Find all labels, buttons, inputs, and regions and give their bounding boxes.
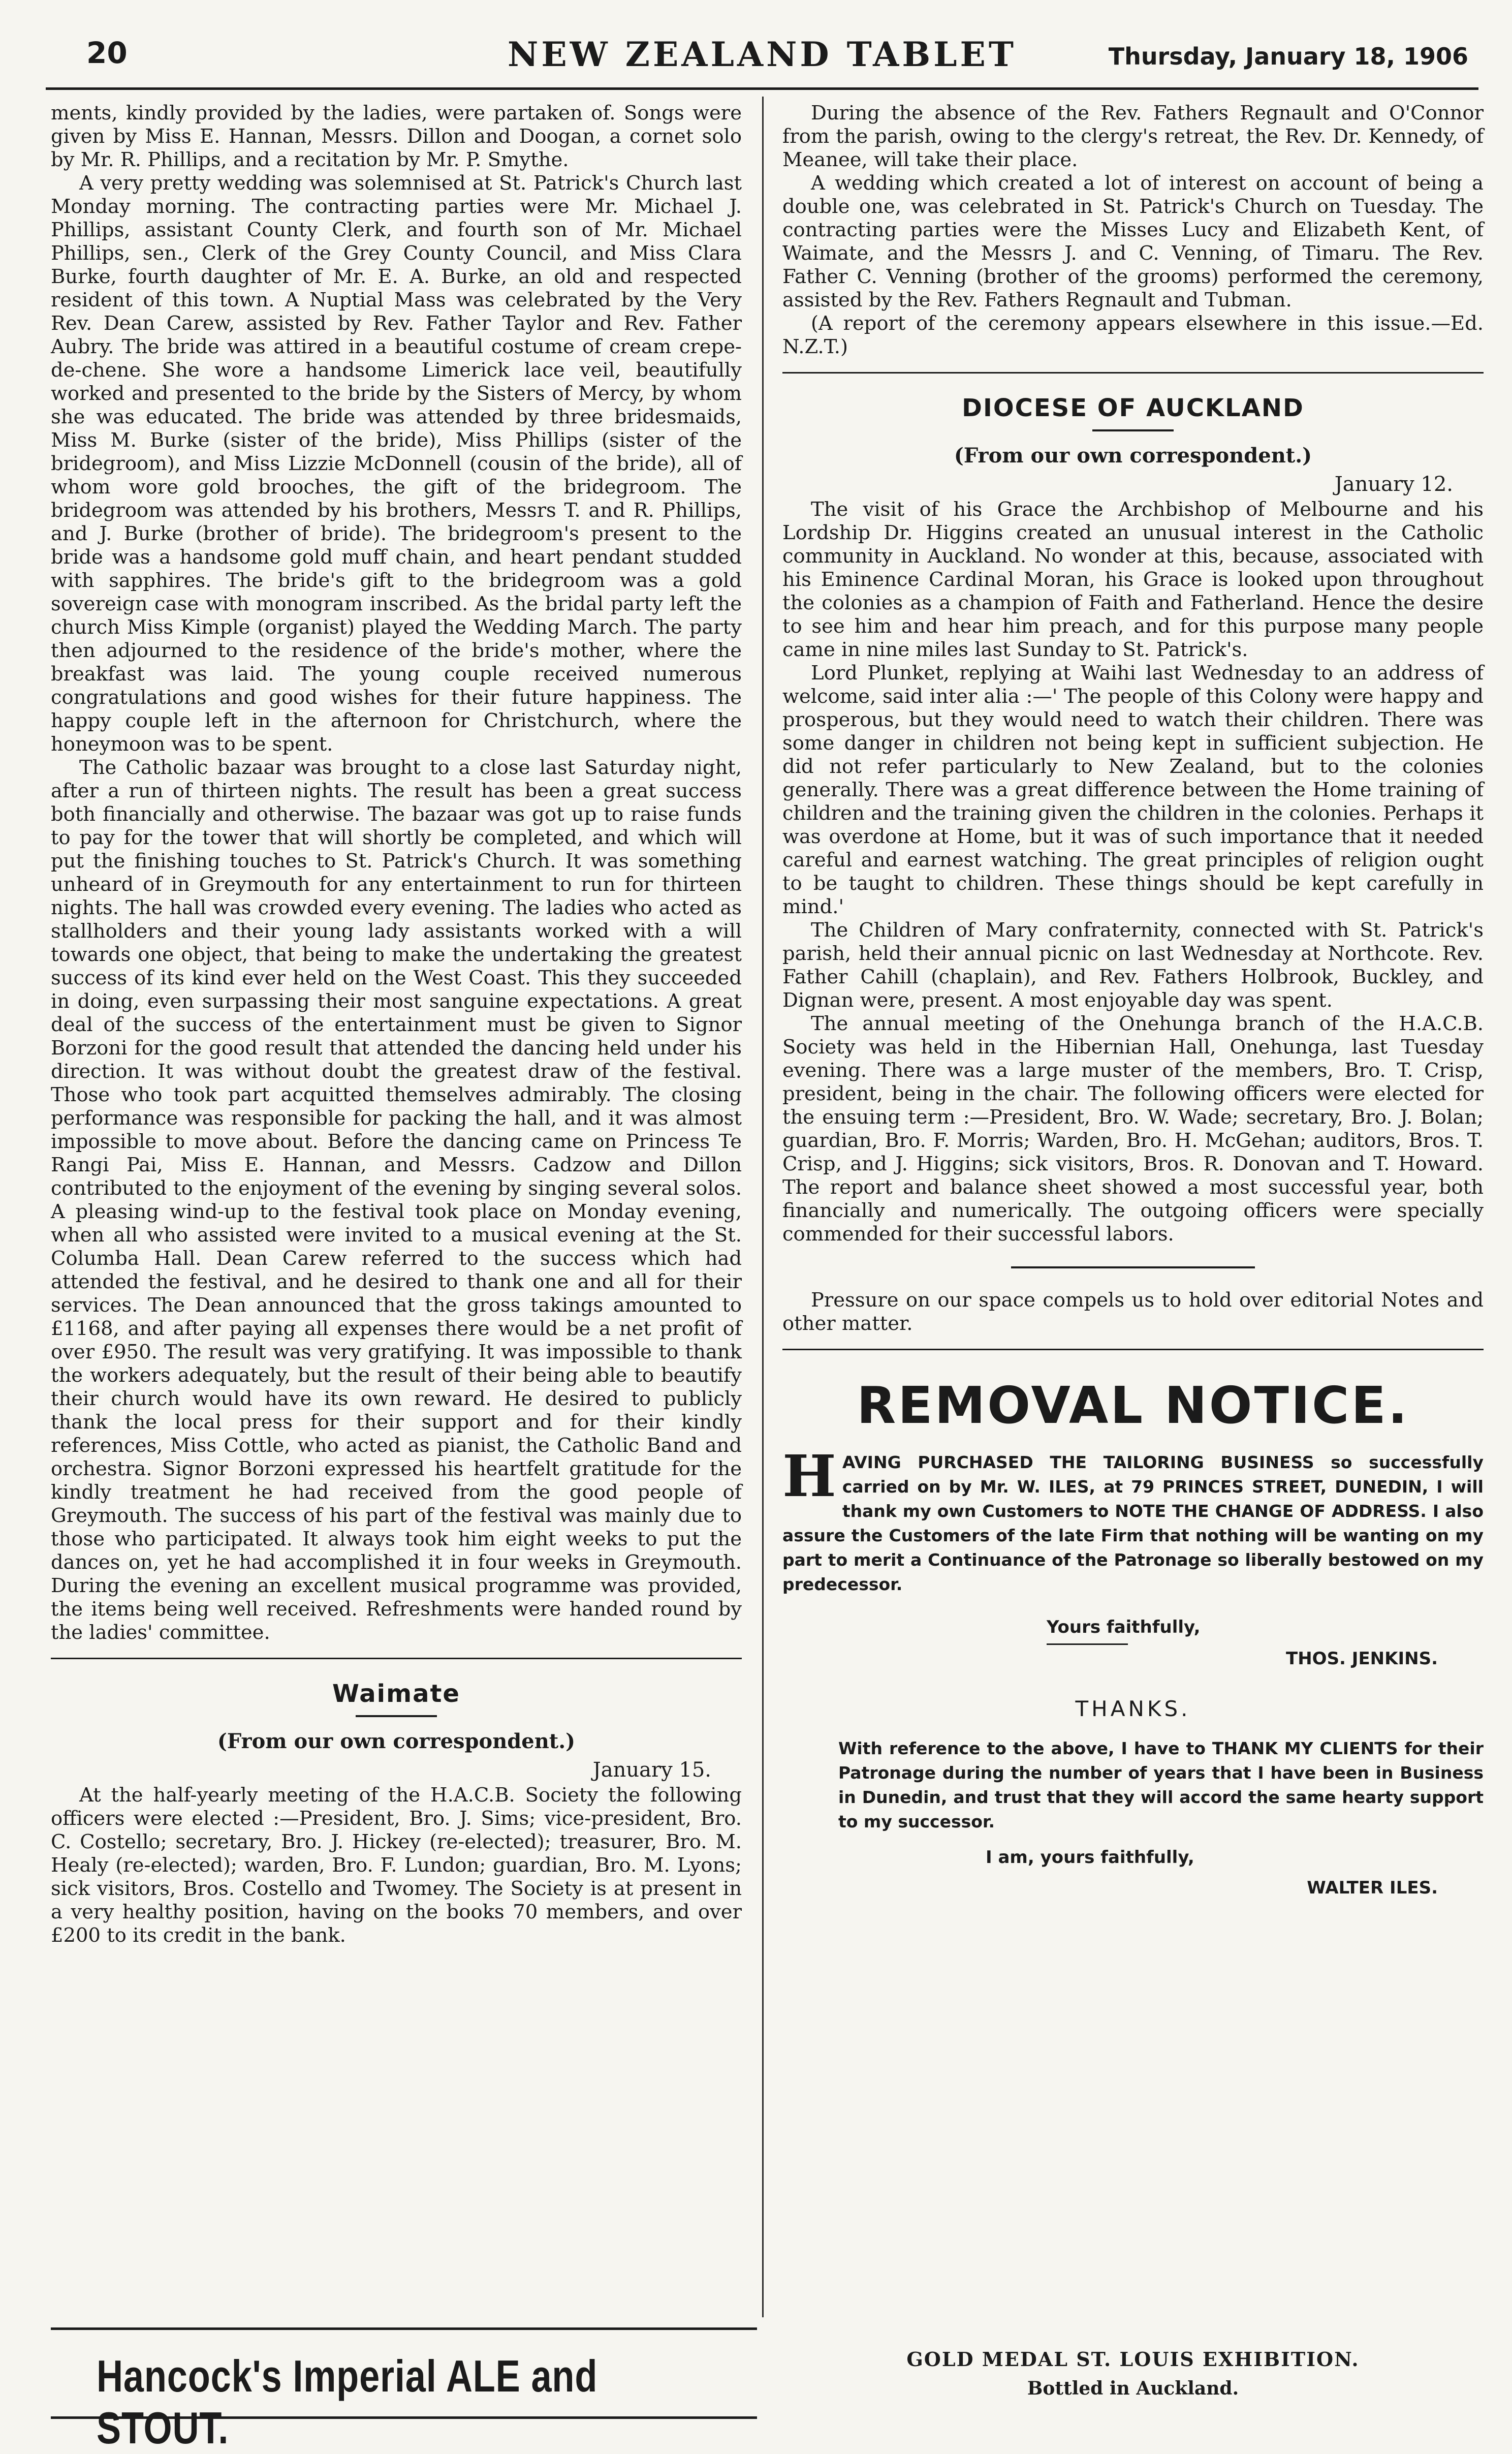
- bottling-line: Bottled in Auckland.: [1027, 2378, 1239, 2399]
- signature-jenkins: THOS. JENKINS.: [1286, 1649, 1438, 1669]
- article-paragraph: ments, kindly provided by the ladies, were partaken of. Songs were given by Miss E. Hannan, Messrs. Dillon and Doogan, a cornet solo by Mr. R. Phillips, and a recitation by Mr. P. Smythe.: [51, 102, 742, 171]
- article-paragraph: The visit of his Grace the Archbishop of Melbourne and his Lordship Dr. Higgins created an unusual interest in the Catholic community in Auckland. No wonder at this, because, associated with his Eminence Cardinal Moran, his Grace is looked upon throughout the colonies as a champion of Faith and Fatherland. Hence the desire to see him and hear him preach, and for this purpose many people came in nine miles last Sunday to St. Patrick's.: [782, 498, 1484, 661]
- thanks-closing: I am, yours faithfully,: [986, 1847, 1194, 1868]
- masthead: [46, 32, 1478, 90]
- left-column: [51, 102, 742, 1947]
- signature-row: [782, 1640, 1484, 1676]
- thanks-body: With reference to the above, I have to THANK MY CLIENTS for their Patronage during the number of years that I have been in Business in Dunedin, and trust that they will accord the same hearty support to my successor.: [838, 1738, 1484, 1831]
- section-rule: [1011, 1266, 1255, 1268]
- right-column: [782, 102, 1484, 1898]
- issue-date: Thursday, January 18, 1906: [1108, 43, 1468, 70]
- heading-rule: [1092, 429, 1174, 431]
- section-rule: [51, 1658, 742, 1659]
- signature-rule: [1047, 1643, 1128, 1645]
- article-paragraph: A very pretty wedding was solemnised at St. Patrick's Church last Monday morning. The contracting parties were Mr. Michael J. Phillips, assistant County Clerk, and fourth son of Mr. Michael Phillips, sen., Clerk of the Grey County Council, and Miss Clara Burke, fourth daughter of Mr. E. A. Burke, an old and respected resident of this town. A Nuptial Mass was celebrated by the Very Rev. Dean Carew, assisted by Rev. Father Taylor and Rev. Father Aubry. The bride was attired in a beautiful costume of cream crepe-de-chene. She wore a handsome Limerick lace veil, beautifully worked and presented to the bride by the Sisters of Mercy, by whom she was educated. The bride was attended by three bridesmaids, Miss M. Burke (sister of the bride), Miss Phillips (sister of the bridegroom), and Miss Lizzie McDonnell (cousin of the bride), all of whom wore gold brooches, the gift of the bridegroom. The bridegroom was attended by his brothers, Messrs T. and R. Phillips, and J. Burke (brother of bride). The bridegroom's present to the bride was a handsome gold muff chain, and heart pendant studded with sapphires. The bride's gift to the bridegroom was a gold sovereign case with monogram inscribed. As the bridal party left the church Miss Kimple (organist) played the Wedding March. The party then adjourned to the residence of the bride's mother, where the breakfast was laid. The young couple received numerous congratulations and good wishes for their future happiness. The happy couple left in the afternoon for Christchurch, where the honeymoon was to be spent.: [51, 172, 742, 756]
- section-rule: [782, 1349, 1484, 1350]
- page-number: 20: [86, 36, 128, 70]
- ale-advertisement: [51, 2327, 757, 2453]
- removal-notice-body: [782, 1443, 1484, 1597]
- drop-cap: H: [782, 1443, 836, 1510]
- closing-line: Yours faithfully,: [1047, 1617, 1201, 1637]
- auckland-dateline: January 12.: [1334, 473, 1453, 496]
- article-paragraph: A wedding which created a lot of interest on account of being a double one, was celebrated in St. Patrick's Church on Tuesday. The contracting parties were the Misses Lucy and Elizabeth Kent, of Waimate, and the Messrs J. and C. Venning, of Timaru. The Rev. Father C. Venning (brother of the grooms) performed the ceremony, assisted by the Rev. Fathers Regnault and Tubman.: [782, 172, 1484, 312]
- ale-advertisement-text: Hancock's Imperial ALE and STOUT.: [97, 2351, 598, 2453]
- article-paragraph: During the absence of the Rev. Fathers Regnault and O'Connor from the parish, owing to the clergy's retreat, the Rev. Dr. Kennedy, of Meanee, will take their place.: [782, 102, 1484, 171]
- section-rule: [782, 372, 1484, 374]
- signature-iles: WALTER ILES.: [1307, 1878, 1438, 1898]
- removal-notice: [782, 1376, 1484, 1898]
- auckland-correspondent: (From our own correspondent.): [954, 444, 1312, 468]
- article-paragraph: The Catholic bazaar was brought to a close last Saturday night, after a run of thirteen nights. The result has been a great success both financially and otherwise. The bazaar was got up to raise funds to pay for the tower that will shortly be completed, and which will put the finishing touches to St. Patrick's Church. It was something unheard of in Greymouth for any entertainment to run for thirteen nights. The hall was crowded every evening. The ladies who acted as stallholders and their young lady assistants worked with a will towards one object, that being to make the undertaking the greatest success of its kind ever held on the West Coast. This they succeeded in doing, even surpassing their most sanguine expectations. A great deal of the success of the entertainment must be given to Signor Borzoni for the good result that attended the dancing held under his direction. It was without doubt the greatest draw of the festival. Those who took part acquitted themselves admirably. The closing performance was responsible for packing the hall, and it was almost impossible to move about. Before the dancing came on Princess Te Rangi Pai, Miss E. Hannan, and Messrs. Cadzow and Dillon contributed to the enjoyment of the evening by singing several solos. A pleasing wind-up to the festival took place on Monday evening, when all who assisted were invited to a musical evening at the St. Columba Hall. Dean Carew referred to the success which had attended the festival, and he desired to thank one and all for their services. The Dean announced that the gross takings amounted to £1168, and after paying all expenses there would be a net profit of over £950. The result was very gratifying. It was impossible to thank the workers adequately, but the result of their being able to beautify their church would have its own reward. He desired to publicly thank the local press for their support and for their kindly references, Miss Cottle, who acted as pianist, the Catholic Band and orchestra. Signor Borzoni expressed his heartfelt gratitude for the kindly treatment he had received from the good people of Greymouth. The success of his part of the festival was mainly due to those who participated. It always took him eight weeks to put the dances on, yet he had accomplished it in four weeks in Greymouth. During the evening an excellent musical programme was provided, the items being well received. Refreshments were handed round by the ladies' committee.: [51, 756, 742, 1644]
- waimate-dateline: January 15.: [592, 1758, 711, 1782]
- article-paragraph: The annual meeting of the Onehunga branch of the H.A.C.B. Society was held in the Hibernian Hall, Onehunga, last Tuesday evening. There was a large muster of the members, Bro. T. Crisp, president, being in the chair. The following officers were elected for the ensuing term :—President, Bro. W. Wade; secretary, Bro. J. Bolan; guardian, Bro. F. Morris; Warden, Bro. H. McGehan; auditors, Bros. T. Crisp, and J. Higgins; sick visitors, Bros. R. Donovan and T. Howard. The report and balance sheet showed a most successful year, both financially and numerically. The outgoing officers were specially commended for their successful labors.: [782, 1012, 1484, 1246]
- exhibition-line: GOLD MEDAL ST. LOUIS EXHIBITION.: [906, 2348, 1360, 2371]
- article-paragraph: Lord Plunket, replying at Waihi last Wednesday to an address of welcome, said inter alia :—' The people of this Colony were happy and prosperous, but they would need to watch their children. There was some danger in children not being kept in sufficient subjection. He did not refer particularly to New Zealand, but to the colonies generally. There was a great difference between the Home training of children and the training given the children in the colonies. Perhaps it was overdone at Home, but it was of such importance that it needed careful and earnest watching. The great principles of religion ought to be taught to children. These things should be kept carefully in mind.': [782, 662, 1484, 918]
- thanks-heading: THANKS.: [1075, 1696, 1191, 1721]
- exhibition-advertisement: [782, 2327, 1484, 2414]
- column-divider: [762, 97, 764, 2317]
- auckland-heading: DIOCESE OF AUCKLAND: [962, 394, 1304, 422]
- article-paragraph: (A report of the ceremony appears elsewhere in this issue.—Ed. N.Z.T.): [782, 312, 1484, 358]
- article-paragraph: The Children of Mary confraternity, connected with St. Patrick's parish, held their annual picnic on last Wednesday at Northcote. Rev. Father Cahill (chaplain), and Rev. Fathers Holbrook, Buckley, and Dignan were, present. A most enjoyable day was spent.: [782, 919, 1484, 1012]
- publication-title: NEW ZEALAND TABLET: [508, 35, 1017, 74]
- heading-rule: [356, 1715, 437, 1717]
- removal-notice-text: AVING PURCHASED THE TAILORING BUSINESS so successfully carried on by Mr. W. ILES, at 79 PRINCES STREET, DUNEDIN, I will thank my own Customers to NOTE THE CHANGE OF ADDRESS. I also assure the Customers of the late Firm that nothing will be wanting on my part to merit a Continuance of the Patronage so liberally bestowed on my predecessor.: [782, 1452, 1484, 1594]
- waimate-heading: Waimate: [332, 1680, 460, 1708]
- editorial-note: Pressure on our space compels us to hold over editorial Notes and other matter.: [782, 1289, 1484, 1335]
- removal-notice-title: REMOVAL NOTICE.: [857, 1376, 1409, 1435]
- waimate-correspondent: (From our own correspondent.): [217, 1729, 576, 1753]
- article-paragraph: At the half-yearly meeting of the H.A.C.B. Society the following officers were elected :—President, Bro. J. Sims; vice-president, Bro. C. Costello; secretary, Bro. J. Hickey (re-elected); treasurer, Bro. M. Healy (re-elected); warden, Bro. F. Lundon; guardian, Bro. M. Lyons; sick visitors, Bros. Costello and Twomey. The Society is at present in a very healthy position, having on the books 70 members, and over £200 to its credit in the bank.: [51, 1784, 742, 1947]
